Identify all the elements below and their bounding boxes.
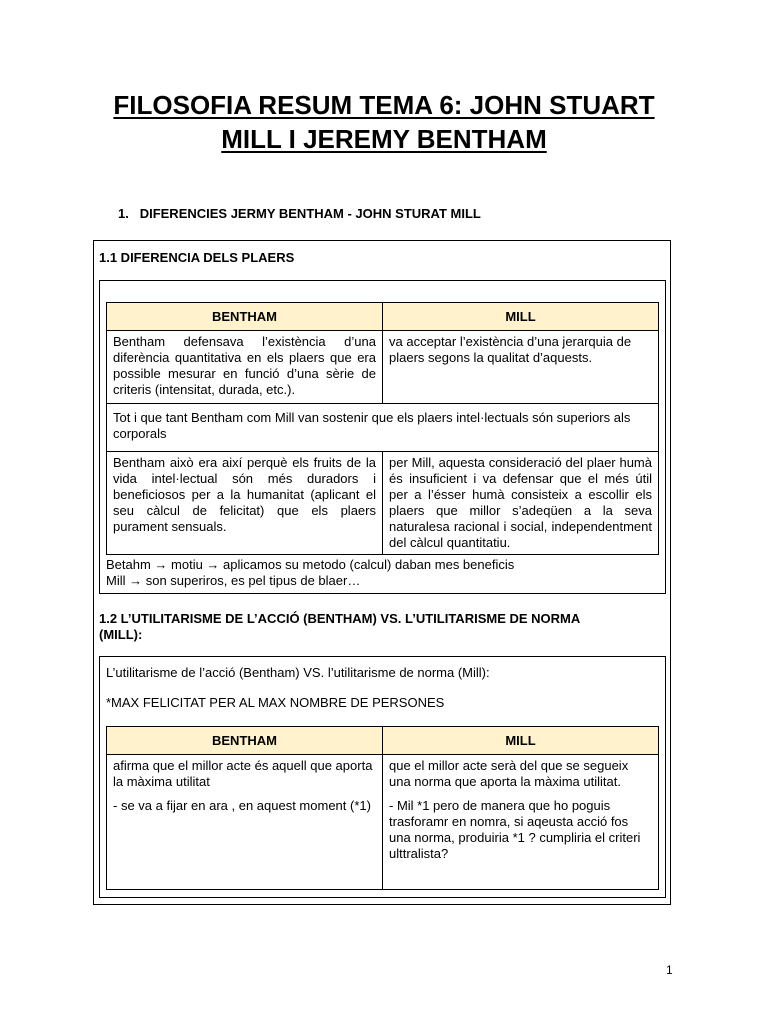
table-row xyxy=(107,755,659,890)
bentham-paragraph-1: afirma que el millor acte és aquell que aporta la màxima utilitat xyxy=(113,758,373,789)
header-bentham: BENTHAM xyxy=(107,303,383,331)
bentham-utilitarisme-cell xyxy=(107,755,383,890)
plaers-table xyxy=(106,302,659,555)
table-row xyxy=(107,331,659,404)
header-mill: MILL xyxy=(383,303,659,331)
notes-block xyxy=(106,557,514,589)
table-header-row xyxy=(107,303,659,331)
title-line-1: FILOSOFIA RESUM TEMA 6: JOHN STUART xyxy=(113,90,655,120)
subsection-1-2-heading xyxy=(99,611,580,643)
max-felicitat-motto: *MAX FELICITAT PER AL MAX NOMBRE DE PERSONES xyxy=(106,695,445,710)
note-mill: Mill → son superiros, es pel tipus de blaer… xyxy=(106,573,361,588)
mill-cell-1: va acceptar l’existència d’una jerarquia de plaers segons la qualitat d’aquests. xyxy=(383,331,659,404)
bentham-paragraph-2: - se va a fijar en ara , en aquest moment (*1) xyxy=(113,798,371,813)
subsection-1-2-heading-line-2: (MILL): xyxy=(99,627,143,642)
bentham-cell-2: Bentham això era així perquè els fruits de la vida intel·lectual són més duradors i beneficiosos per a la humanitat (aplicant el seu càlcul de felicitat) que els plaers purament sensuals. xyxy=(107,452,383,555)
common-cell: Tot i que tant Bentham com Mill van sostenir que els plaers intel·lectuals són superiors als corporals xyxy=(107,404,659,452)
mill-cell-2: per Mill, aquesta consideració del plaer humà és insuficient i va defensar que el més útil per a l’ésser humà consisteix a escollir els plaers que millor s’adeqüen a la seva naturalesa racional i social, independentment del càlcul quantitatiu. xyxy=(383,452,659,555)
page-number: 1 xyxy=(666,963,673,977)
table-row xyxy=(107,404,659,452)
bentham-cell-1: Bentham defensava l’existència d’una diferència quantitativa en els plaers que era possible mesurar en funció d’una sèrie de criteris (intensitat, durada, etc.). xyxy=(107,331,383,404)
mill-paragraph-1: que el millor acte serà del que se segueix una norma que aporta la màxima utilitat. xyxy=(389,758,629,789)
header-mill: MILL xyxy=(383,727,659,755)
section-1-number: 1. xyxy=(118,206,129,221)
document-title xyxy=(80,88,688,156)
title-line-2: MILL I JEREMY BENTHAM xyxy=(221,124,547,154)
utilitarisme-table xyxy=(106,726,659,890)
utilitarisme-intro: L’utilitarisme de l’acció (Bentham) VS. l’utilitarisme de norma (Mill): xyxy=(106,665,490,680)
section-1-heading xyxy=(118,206,481,221)
mill-paragraph-2: - Mil *1 pero de manera que ho poguis trasforamr en nomra, si aqeusta acció fos una norma, produiria *1 ? cumpliria el criteri ulttralista? xyxy=(389,798,641,861)
note-bentham: Betahm → motiu → aplicamos su metodo (calcul) daban mes beneficis xyxy=(106,557,515,572)
table-header-row xyxy=(107,727,659,755)
header-bentham: BENTHAM xyxy=(107,727,383,755)
mill-utilitarisme-cell xyxy=(383,755,659,890)
subsection-1-1-heading: 1.1 DIFERENCIA DELS PLAERS xyxy=(99,250,295,265)
subsection-1-2-heading-line-1: 1.2 L’UTILITARISME DE L’ACCIÓ (BENTHAM) VS. L’UTILITARISME DE NORMA xyxy=(99,611,581,626)
section-1-title: DIFERENCIES JERMY BENTHAM - JOHN STURAT MILL xyxy=(139,206,481,221)
table-row xyxy=(107,452,659,555)
